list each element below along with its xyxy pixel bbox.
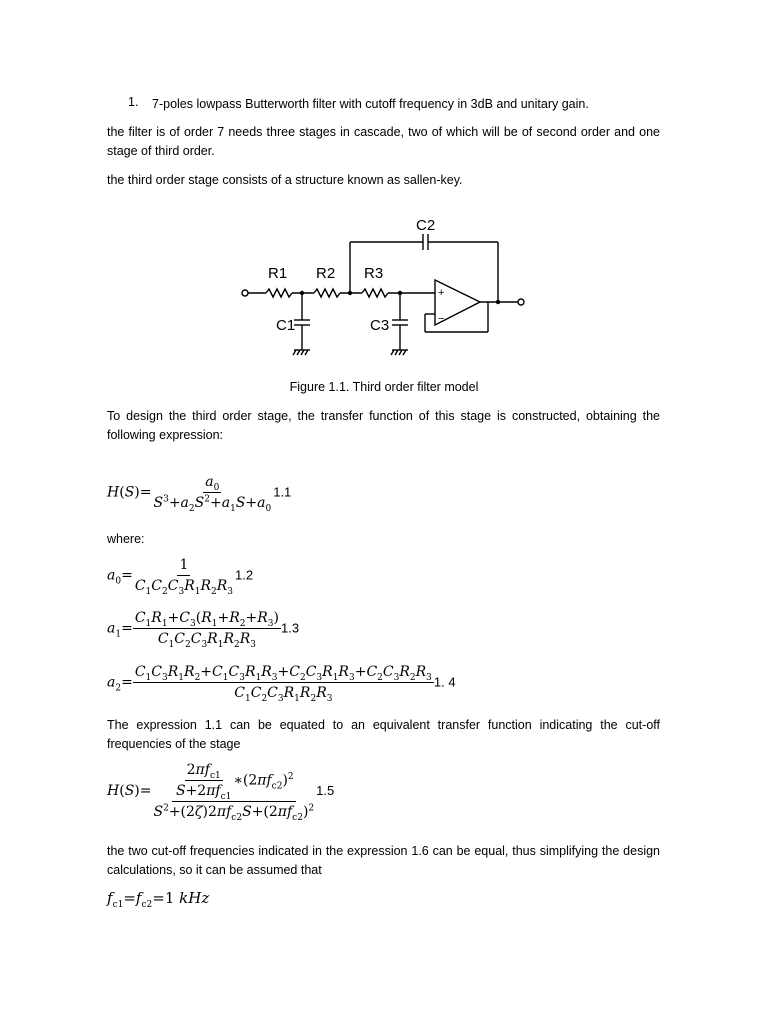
resistor-r2	[314, 289, 340, 297]
paragraph-order: the filter is of order 7 needs three stages in cascade, two of which will be of second order and one stage of third order.	[107, 125, 660, 158]
equation-1-4: $a_2=$ $\frac{C_1C_3R_1R_2+C_1C_3R_1R_3+C_2C_3R_1R_3+C_2C_3R_2R_3}{C_1C_2C_3R_1R_2R_3}$ 1. 4	[107, 664, 456, 704]
figure-caption: Figure 1.1. Third order filter model	[289, 380, 479, 394]
paragraph-design: To design the third order stage, the transfer function of this stage is constructed, obtaining the following expression:	[107, 409, 660, 442]
equation-1-1: H(S)= $\frac{a_0}{S^3+a_2S^2+a_1S+a_0}$ 1.1	[107, 474, 292, 514]
label-c2: C2	[416, 217, 436, 234]
label-r1: R1	[268, 265, 288, 282]
equation-1-3: $a_1=$ $\frac{C_1R_1+C_3(R_1+R_2+R_3)}{C_1C_2C_3R_1R_2R_3}$ 1.3	[107, 610, 300, 650]
list-item-text: 7-poles lowpass Butterworth filter with cutoff frequency in 3dB and unitary gain.	[152, 97, 589, 111]
label-r3: R3	[364, 265, 384, 282]
label-r2: R2	[316, 265, 336, 282]
label-c1: C1	[276, 317, 296, 334]
equation-1-2: $a_0=$ $\frac{1}{C_1C_2C_3R_1R_2R_3}$ 1.2	[107, 557, 254, 597]
list-number: 1.	[128, 95, 139, 109]
paragraph-cutoff: the two cut-off frequencies indicated in the expression 1.6 can be equal, thus simplifying the design calculations, so it can be assumed that	[107, 844, 660, 877]
resistor-r1	[266, 289, 292, 297]
paragraph-sallen-key: the third order stage consists of a structure known as sallen-key.	[107, 173, 463, 187]
input-terminal	[242, 290, 248, 296]
equation-1-5: H(S)= $\frac{2\pi f_{c1}}{S+2\pi f_{c1}}$ $∗(2\pi f_{c2})^2$ $S^2+(2\zeta)2\pi f_{c2}S+(2\pi f_{c2})^2$ 1.5	[107, 762, 335, 823]
resistor-r3	[362, 289, 388, 297]
equation-final: $f_{c1}=f_{c2}=1$ kHz	[107, 889, 210, 910]
output-terminal	[518, 299, 524, 305]
label-plus: +	[438, 287, 445, 299]
label-minus: −	[438, 313, 445, 325]
label-c3: C3	[370, 317, 390, 334]
paragraph-equivalent: The expression 1.1 can be equated to an equivalent transfer function indicating the cut-off frequencies of the stage	[107, 718, 660, 751]
circuit-diagram	[230, 210, 540, 370]
where-label: where:	[107, 532, 145, 546]
